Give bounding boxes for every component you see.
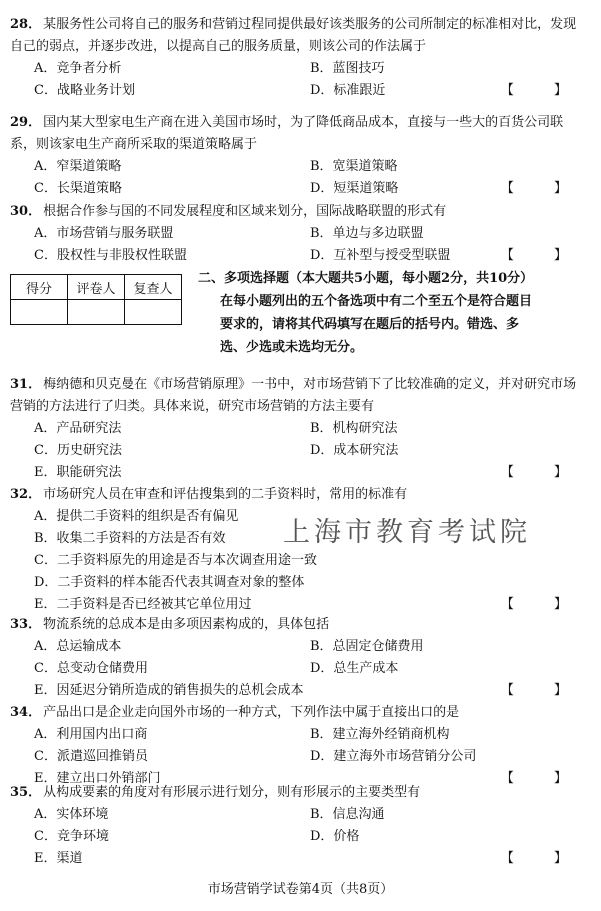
question-28 xyxy=(10,14,585,102)
grader-header: 评卷人 xyxy=(68,275,125,300)
question-stem: 30． 根据合作参与国的不同发展程度和区域来划分，国际战略联盟的形式有 xyxy=(10,204,447,219)
option-b: B．信息沟通 xyxy=(310,807,385,822)
answer-bracket: 【 】 xyxy=(500,181,585,196)
answer-bracket: 【 】 xyxy=(500,771,585,786)
option-a: A．产品研究法 xyxy=(34,421,122,436)
section-instruction: 在每小题列出的五个备选项中有二个至五个是符合题目 xyxy=(220,294,533,309)
question-stem: 33． 物流系统的总成本是由多项因素构成的，具体包括 xyxy=(10,617,330,632)
section-instruction: 要求的，请将其代码填写在题后的括号内。错选、多 xyxy=(220,317,520,332)
question-number: 29． xyxy=(10,115,42,130)
question-stem: 35． 从构成要素的角度对有形展示进行划分，则有形展示的主要类型有 xyxy=(10,785,421,800)
question-30 xyxy=(10,201,585,245)
question-stem: 31． 梅纳德和贝克曼在《市场营销原理》一书中，对市场营销下了比较准确的定义，并对研究市场营销的方法进行了归类。具体来说，研究市场营销的方法主要有 xyxy=(10,377,577,414)
option-d: D．标准跟近 xyxy=(310,83,386,98)
option-b: B．机构研究法 xyxy=(310,421,398,436)
option-c: C．派遣巡回推销员 xyxy=(34,749,148,764)
question-stem: 28． 某服务性公司将自己的服务和营销过程同提供最好该类服务的公司所制定的标准相对比，发现自己的弱点，并逐步改进，以提高自己的服务质量，则该公司的作法属于 xyxy=(10,17,577,54)
answer-bracket: 【 】 xyxy=(500,597,585,612)
question-number: 30． xyxy=(10,204,42,219)
question-stem: 32． 市场研究人员在审查和评估搜集到的二手资料时，常用的标准有 xyxy=(10,487,408,502)
question-number: 35． xyxy=(10,785,42,800)
option-b: B．总固定仓储费用 xyxy=(310,639,424,654)
option-a: A．总运输成本 xyxy=(34,639,122,654)
option-a: A．利用国内出口商 xyxy=(34,727,148,742)
option-b: B．建立海外经销商机构 xyxy=(310,727,450,742)
watermark: 上海市教育考试院 xyxy=(283,517,531,548)
question-29 xyxy=(10,112,585,200)
question-number: 34． xyxy=(10,705,42,720)
option-b: B．收集二手资料的方法是否有效 xyxy=(34,531,226,546)
option-c: C．二手资料原先的用途是否与本次调查用途一致 xyxy=(34,553,317,568)
option-d: D．建立海外市场营销分公司 xyxy=(310,749,477,764)
answer-bracket: 【 】 xyxy=(500,683,585,698)
reviewer-header: 复查人 xyxy=(125,275,182,300)
option-e: E．二手资料是否已经被其它单位用过 xyxy=(34,597,252,612)
question-number: 32． xyxy=(10,487,42,502)
section-instruction: 选、少选或未选均无分。 xyxy=(220,340,364,355)
option-d: D．互补型与授受型联盟 xyxy=(310,248,451,263)
option-a: A．实体环境 xyxy=(34,807,109,822)
score-header: 得分 xyxy=(11,275,68,300)
option-b: B．蓝图技巧 xyxy=(310,61,385,76)
option-c: C．总变动仓储费用 xyxy=(34,661,148,676)
question-stem: 29． 国内某大型家电生产商在进入美国市场时，为了降低商品成本，直接与一些大的百货公司联系，则该家电生产商所采取的渠道策略属于 xyxy=(10,115,564,152)
question-30-row2 xyxy=(10,245,585,267)
option-c: C．战略业务计划 xyxy=(34,83,135,98)
option-b: B．宽渠道策略 xyxy=(310,159,398,174)
option-c: C．股权性与非股权性联盟 xyxy=(34,248,187,263)
option-a: A．竞争者分析 xyxy=(34,61,122,76)
answer-bracket: 【 】 xyxy=(500,83,585,98)
option-d: D．二手资料的样本能否代表其调查对象的整体 xyxy=(34,575,305,590)
option-e: E．因延迟分销所造成的销售损失的总机会成本 xyxy=(34,683,304,698)
grader-cell xyxy=(68,300,125,325)
option-d: D．总生产成本 xyxy=(310,661,399,676)
question-31 xyxy=(10,374,585,484)
page-footer: 市场营销学试卷第4页（共8页） xyxy=(207,882,394,897)
question-33 xyxy=(10,614,585,702)
option-a: A．窄渠道策略 xyxy=(34,159,122,174)
section-2-header xyxy=(198,267,588,359)
score-cell xyxy=(11,300,68,325)
score-table xyxy=(10,274,182,325)
question-number: 31． xyxy=(10,377,42,392)
option-b: B．单边与多边联盟 xyxy=(310,226,424,241)
option-e: E．渠道 xyxy=(34,851,83,866)
reviewer-cell xyxy=(125,300,182,325)
option-e: E．职能研究法 xyxy=(34,465,122,480)
question-35 xyxy=(10,782,585,870)
answer-bracket: 【 】 xyxy=(500,851,585,866)
option-e: E．建立出口外销部门 xyxy=(34,771,161,786)
option-d: D．价格 xyxy=(310,829,360,844)
question-number: 33． xyxy=(10,617,42,632)
option-a: A．市场营销与服务联盟 xyxy=(34,226,174,241)
answer-bracket: 【 】 xyxy=(500,248,585,263)
section-heading: 二、多项选择题（本大题共5小题，每小题2分，共10分） xyxy=(198,271,534,286)
option-d: D．成本研究法 xyxy=(310,443,399,458)
answer-bracket: 【 】 xyxy=(500,465,585,480)
option-c: C．长渠道策略 xyxy=(34,181,122,196)
question-number: 28． xyxy=(10,17,42,32)
option-d: D．短渠道策略 xyxy=(310,181,399,196)
option-c: C．历史研究法 xyxy=(34,443,122,458)
option-c: C．竞争环境 xyxy=(34,829,109,844)
option-a: A．提供二手资料的组织是否有偏见 xyxy=(34,509,239,524)
question-34 xyxy=(10,702,585,790)
question-32 xyxy=(10,484,585,616)
question-stem: 34． 产品出口是企业走向国外市场的一种方式，下列作法中属于直接出口的是 xyxy=(10,705,460,720)
